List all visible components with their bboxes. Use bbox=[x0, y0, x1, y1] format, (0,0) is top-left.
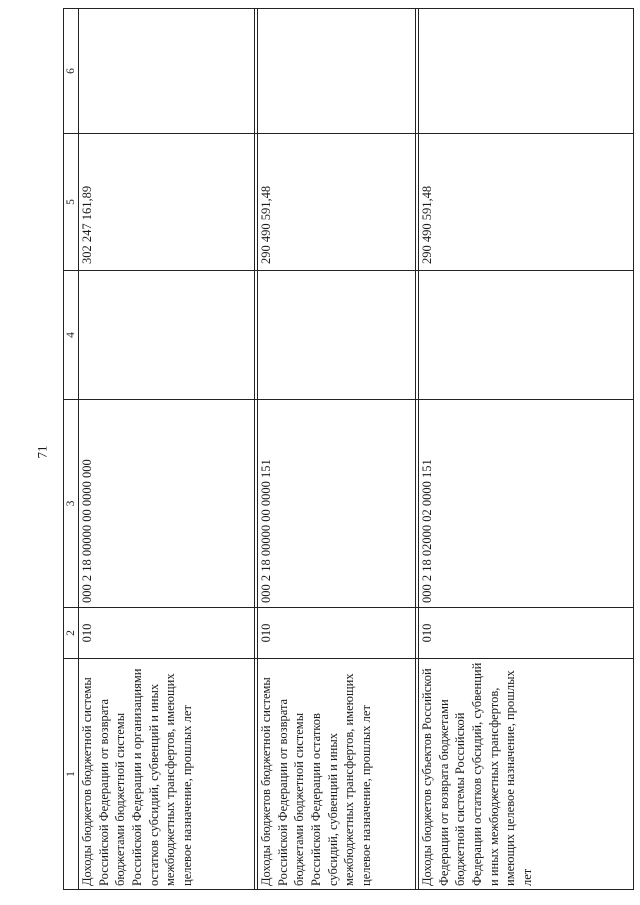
column-number-4: 4 bbox=[64, 271, 79, 400]
row-amount: 290 490 591,48 bbox=[258, 134, 416, 271]
column-number-3: 3 bbox=[64, 400, 79, 608]
table-row bbox=[419, 9, 634, 890]
row-col4-value bbox=[79, 271, 255, 400]
column-number-2: 2 bbox=[64, 608, 79, 659]
row-line-code: 010 bbox=[79, 608, 255, 659]
row-budget-code: 000 2 18 02000 02 0000 151 bbox=[419, 400, 634, 608]
row-col6-value bbox=[419, 9, 634, 134]
column-number-1: 1 bbox=[64, 659, 79, 890]
row-col6-value bbox=[79, 9, 255, 134]
row-description: Доходы бюджетов бюджетной системы Российской Федерации от возврата бюджетами бюджетной системы Российской Федерации остатков субсидий, субвенций и иных межбюджетных трансфертов, имеющих целевое назначение, прошлых лет bbox=[258, 659, 416, 890]
row-description: Доходы бюджетов субъектов Российской Федерации от возврата бюджетами бюджетной системы Российской Федерации остатков субсидий, субвенций и иных межбюджетных трансфертов, имеющих целевое назначение, прошлых лет bbox=[419, 659, 634, 890]
row-line-code: 010 bbox=[258, 608, 416, 659]
table-row bbox=[258, 9, 416, 890]
row-col4-value bbox=[419, 271, 634, 400]
income-table-container bbox=[63, 9, 634, 890]
column-number-6: 6 bbox=[64, 9, 79, 134]
row-line-code: 010 bbox=[419, 608, 634, 659]
row-budget-code: 000 2 18 00000 00 0000 000 bbox=[79, 400, 255, 608]
table-row bbox=[79, 9, 255, 890]
column-number-row bbox=[64, 9, 79, 890]
page-number: 71 bbox=[34, 445, 50, 459]
column-number-5: 5 bbox=[64, 134, 79, 271]
income-table bbox=[63, 8, 634, 890]
row-col6-value bbox=[258, 9, 416, 134]
row-col4-value bbox=[258, 271, 416, 400]
row-budget-code: 000 2 18 00000 00 0000 151 bbox=[258, 400, 416, 608]
row-amount: 302 247 161,89 bbox=[79, 134, 255, 271]
row-description: Доходы бюджетов бюджетной системы Российской Федерации от возврата бюджетами бюджетной системы Российской Федерации и организациями остатков субсидий, субвенций и иных межбюджетных трансфертов, имеющих целевое назначение, прошлых лет bbox=[79, 659, 255, 890]
row-amount: 290 490 591,48 bbox=[419, 134, 634, 271]
